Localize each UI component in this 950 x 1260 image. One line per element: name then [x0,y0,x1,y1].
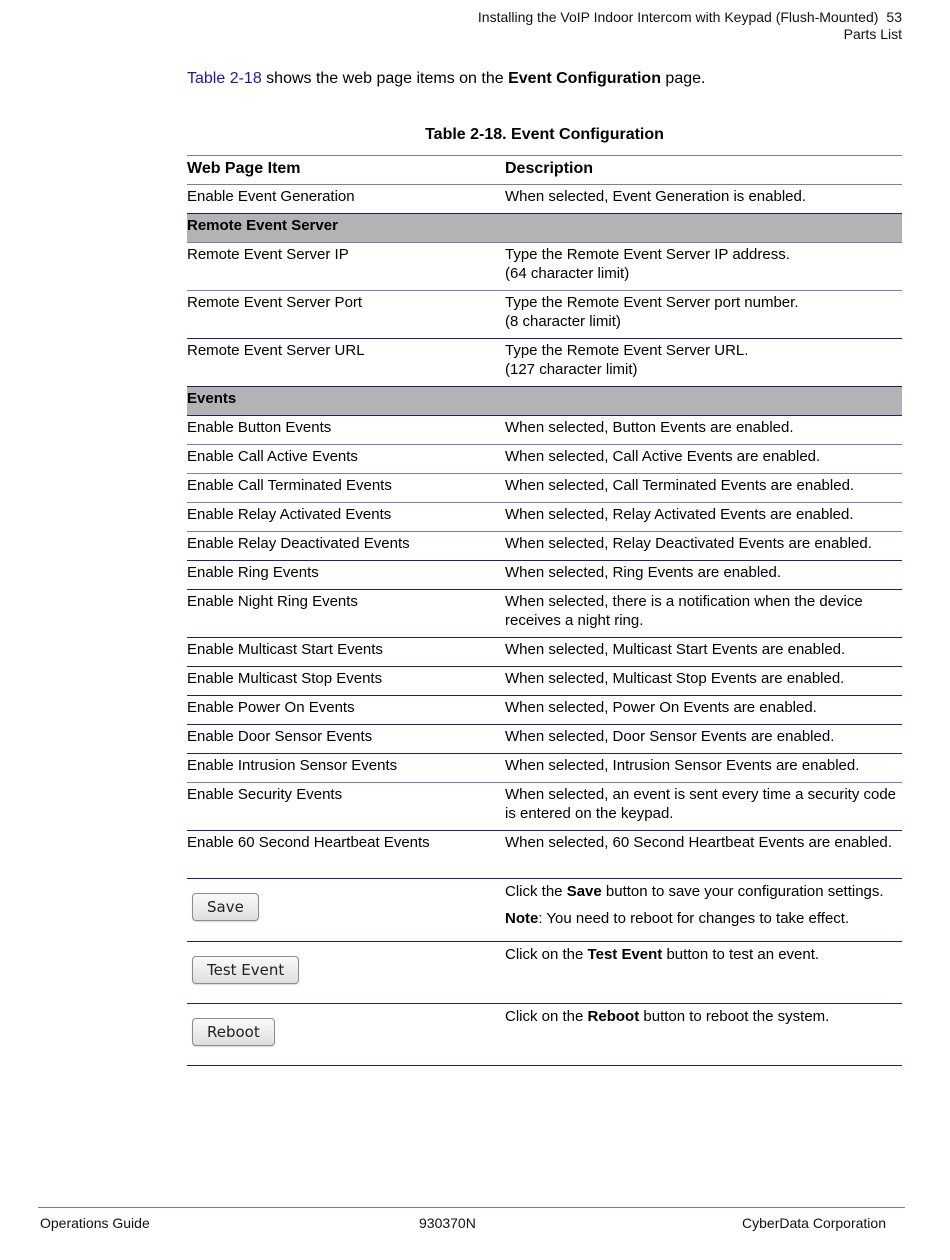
description-cell: When selected, an event is sent every time a security code is entered on the keypad. [505,783,902,831]
table-row [187,291,902,339]
intro-text-after: page. [660,70,706,87]
footer-divider [38,1207,905,1208]
description-cell: When selected, Power On Events are enabled. [505,696,902,725]
item-cell: Remote Event Server Port [187,291,505,339]
item-cell: Enable Multicast Stop Events [187,667,505,696]
reboot-desc-bold: Reboot [587,1008,640,1025]
test-event-button[interactable]: Test Event [192,956,299,984]
description-cell: When selected, Event Generation is enabled. [505,185,902,214]
test-event-desc-bold: Test Event [587,946,663,963]
table-row [187,243,902,291]
item-cell: Enable Relay Deactivated Events [187,532,505,561]
description-line: (8 character limit) [505,313,621,330]
section-row-remote-event-server [187,214,902,243]
section-row-events [187,387,902,416]
description-cell [505,291,902,339]
table-row [187,638,902,667]
description-cell: When selected, Button Events are enabled. [505,416,902,445]
description-cell: When selected, Ring Events are enabled. [505,561,902,590]
chapter-title: Installing the VoIP Indoor Intercom with Keypad (Flush-Mounted) [477,9,879,25]
description-cell: When selected, there is a notification when the device receives a night ring. [505,590,902,638]
note-text: : You need to reboot for changes to take effect. [538,910,850,927]
button-cell [187,879,505,942]
item-cell: Enable Event Generation [187,185,505,214]
item-cell: Enable 60 Second Heartbeat Events [187,831,505,879]
item-cell: Enable Call Active Events [187,445,505,474]
item-cell: Remote Event Server IP [187,243,505,291]
table-row-reboot [187,1004,902,1066]
footer-document-number: 930370N [419,1215,476,1231]
test-event-desc-after: button to test an event. [662,946,820,963]
table-row [187,339,902,387]
item-cell: Enable Ring Events [187,561,505,590]
table-row [187,561,902,590]
table-row [187,725,902,754]
reboot-button[interactable]: Reboot [192,1018,275,1046]
table-reference-link[interactable]: Table 2-18 [187,70,262,87]
item-cell: Enable Intrusion Sensor Events [187,754,505,783]
description-cell [505,243,902,291]
test-event-desc-before: Click on the [505,946,588,963]
table-row [187,754,902,783]
item-cell: Enable Door Sensor Events [187,725,505,754]
description-cell: When selected, Multicast Start Events are enabled. [505,638,902,667]
table-row-save [187,879,902,942]
table-row [187,696,902,725]
description-cell: When selected, Relay Deactivated Events are enabled. [505,532,902,561]
item-cell: Remote Event Server URL [187,339,505,387]
intro-text-before: shows the web page items on the [261,70,509,87]
section-label: Events [187,387,902,416]
description-cell [505,942,902,1004]
item-cell: Enable Power On Events [187,696,505,725]
table-row [187,667,902,696]
save-desc-before: Click the [505,883,567,900]
description-cell: When selected, Intrusion Sensor Events are enabled. [505,754,902,783]
header-line-1 [478,9,902,26]
save-desc-bold: Save [566,883,602,900]
table-row-test-event [187,942,902,1004]
table-row [187,503,902,532]
description-cell [505,1004,902,1066]
button-cell [187,942,505,1004]
item-cell: Enable Button Events [187,416,505,445]
table-header-row [187,156,902,185]
item-cell: Enable Relay Activated Events [187,503,505,532]
page-number: 53 [886,9,902,25]
note-line [505,909,902,928]
page-header [478,9,902,43]
description-cell: When selected, Call Active Events are enabled. [505,445,902,474]
description-cell: When selected, Relay Activated Events are enabled. [505,503,902,532]
description-line: Type the Remote Event Server port number. [505,294,799,311]
table-row [187,831,902,879]
item-cell: Enable Call Terminated Events [187,474,505,503]
description-cell: When selected, 60 Second Heartbeat Events are enabled. [505,831,902,879]
reboot-desc-before: Click on the [505,1008,588,1025]
description-cell [505,879,902,942]
save-button[interactable]: Save [192,893,259,921]
table-row [187,474,902,503]
header-description: Description [505,156,902,185]
description-line: Type the Remote Event Server URL. [505,342,749,359]
footer-guide-name: Operations Guide [40,1215,150,1231]
table-row [187,532,902,561]
item-cell: Enable Multicast Start Events [187,638,505,667]
intro-bold-page-name: Event Configuration [508,70,661,87]
header-web-page-item: Web Page Item [187,156,505,185]
description-line [505,882,902,901]
description-line: (64 character limit) [505,265,630,282]
footer-company: CyberData Corporation [742,1215,886,1231]
description-cell: When selected, Call Terminated Events are enabled. [505,474,902,503]
table-caption: Table 2-18. Event Configuration [425,126,664,143]
event-configuration-table [187,155,902,1066]
description-line: (127 character limit) [505,361,638,378]
description-cell: When selected, Door Sensor Events are enabled. [505,725,902,754]
save-desc-after: button to save your configuration settings. [601,883,884,900]
table-row [187,445,902,474]
intro-paragraph [187,69,705,89]
section-label: Remote Event Server [187,214,902,243]
table-row [187,416,902,445]
item-cell: Enable Security Events [187,783,505,831]
description-cell [505,339,902,387]
table-row [187,185,902,214]
reboot-desc-after: button to reboot the system. [639,1008,830,1025]
description-line: Type the Remote Event Server IP address. [505,246,790,263]
item-cell: Enable Night Ring Events [187,590,505,638]
button-cell [187,1004,505,1066]
description-cell: When selected, Multicast Stop Events are enabled. [505,667,902,696]
section-title: Parts List [843,26,902,42]
table-row [187,783,902,831]
table-row [187,590,902,638]
note-label: Note [505,910,539,927]
